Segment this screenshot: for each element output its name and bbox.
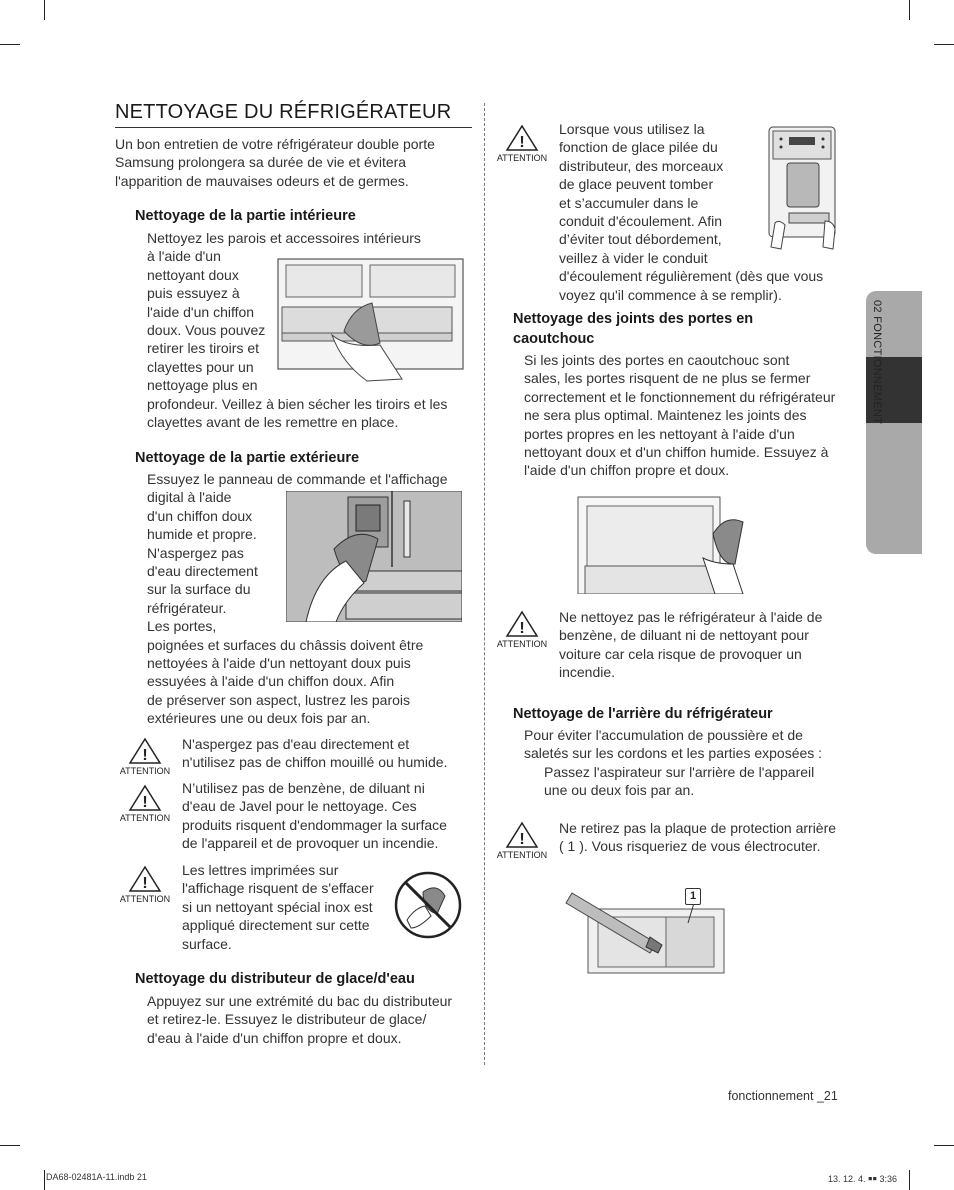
exterior-cleaning-illustration: [286, 491, 462, 622]
text-line: l'aide d'un chiffon: [147, 303, 255, 320]
text-line: voiture car cela risque de provoquer un: [559, 645, 802, 662]
text-line: incendie.: [559, 664, 616, 681]
text-line: veillez à vider le conduit: [559, 249, 708, 266]
text-line: d'écoulement régulièrement (dès que vous: [559, 268, 824, 285]
text-line: d'eau de Javel pour le nettoyage. Ces: [182, 798, 417, 815]
intro-text: [115, 135, 435, 190]
text-line: d’éviter tout débordement,: [559, 231, 722, 248]
text-line: sales, les portes risquent de ne plus se fermer: [524, 370, 811, 387]
crop-mark: [909, 1170, 910, 1190]
svg-text:!: !: [142, 747, 148, 764]
heading-interieur: Nettoyage de la partie intérieure: [135, 208, 356, 224]
text-line: essuyées à l'aide d'un chiffon doux. Afin: [147, 673, 395, 690]
dispenser-illustration: [765, 125, 840, 255]
text-line: correctement et le fonctionnement du réfrigérateur: [524, 388, 836, 405]
text-line: n'utilisez pas de chiffon mouillé ou humide.: [182, 754, 448, 771]
warning-label: ATTENTION: [119, 894, 171, 904]
text-line: Si les joints des portes en caoutchouc sont: [524, 352, 790, 368]
text-line: Les lettres imprimées sur: [182, 862, 339, 878]
text-line: ( 1 ). Vous risqueriez de vous électrocuter.: [559, 838, 821, 855]
svg-text:!: !: [519, 134, 525, 151]
text-line: N’utilisez pas de benzène, de diluant ni: [182, 780, 425, 796]
text-line: retirer les tiroirs et: [147, 340, 260, 357]
arriere-text: [524, 726, 822, 800]
text-line: profondeur. Veillez à bien sécher les tiroirs et les: [147, 395, 448, 412]
text-line: et s’accumuler dans le: [559, 194, 699, 211]
title-rule: [115, 127, 472, 128]
text-line: Essuyez le panneau de commande et l'affichage: [147, 471, 448, 487]
text-line: l'affichage risquent de s'effacer: [182, 880, 374, 897]
text-line: d'eau à l'aide d'un chiffon propre et doux.: [147, 1029, 402, 1046]
text-line: réfrigérateur.: [147, 599, 227, 616]
text-line: voyez qu'il commence à se remplir).: [559, 286, 782, 303]
crop-mark: [0, 44, 20, 45]
text-line: l'apparition de mauvaises odeurs et de germes.: [115, 172, 409, 189]
heading-line: caoutchouc: [513, 331, 595, 347]
text-line: nettoyant doux et d'un chiffon humide. Essuyez à: [524, 444, 829, 461]
text-line: nettoyées à l'aide d'un nettoyant doux puis: [147, 655, 411, 672]
text-line: ne sera plus optimal. Maintenez les joints des: [524, 407, 807, 424]
warning-text: [559, 608, 822, 682]
warning-text: [182, 861, 374, 953]
text-line: extérieures une ou deux fois par an.: [147, 710, 371, 727]
text-line: Appuyez sur une extrémité du bac du distributeur: [147, 993, 453, 1009]
crop-mark: [934, 44, 954, 45]
text-line: surface.: [182, 935, 232, 952]
text-line: digital à l'aide: [147, 489, 232, 506]
warning-icon: [119, 865, 171, 905]
door-seal-illustration: [575, 494, 747, 594]
text-line: Nettoyez les parois et accessoires intérieurs: [147, 230, 421, 246]
heading-line: Nettoyage des joints des portes en: [513, 311, 754, 327]
text-line: Ne nettoyez pas le réfrigérateur à l'aide de: [559, 609, 823, 625]
text-line: de l'appareil et de provoquer un incendie.: [182, 835, 439, 852]
text-line: poignées et surfaces du châssis doivent être: [147, 636, 424, 653]
svg-text:!: !: [519, 831, 525, 848]
page-title: NETTOYAGE DU RÉFRIGÉRATEUR: [115, 101, 452, 123]
text-line: clayettes pour un: [147, 358, 254, 375]
text-line: à l'aide d'un: [147, 248, 221, 265]
warning-icon: [119, 784, 171, 824]
page-footer: fonctionnement _21: [728, 1089, 838, 1103]
text-line: appliqué directement sur cette: [182, 917, 370, 934]
side-tab-label: 02 FONCTIONNEMENT: [871, 300, 883, 425]
print-info-left: DA68-02481A-11.indb 21: [46, 1172, 147, 1182]
text-line: N'aspergez pas d'eau directement et: [182, 736, 410, 752]
warning-label: ATTENTION: [119, 813, 171, 823]
text-line: clayettes avant de les remettre en place.: [147, 414, 399, 431]
crop-mark: [934, 1145, 954, 1146]
warning-label: ATTENTION: [119, 766, 171, 776]
column-divider: [484, 103, 485, 1065]
text-line: Un bon entretien de votre réfrigérateur double porte: [115, 136, 435, 152]
crop-mark: [44, 0, 45, 20]
text-line: doux. Vous pouvez: [147, 322, 266, 339]
text-line: conduit d'écoulement. Afin: [559, 213, 723, 230]
text-line: puis essuyez à: [147, 285, 240, 302]
text-line: l'aide d'un chiffon propre et doux.: [524, 462, 730, 479]
warning-label: ATTENTION: [496, 639, 548, 649]
text-line: produits risquent d'endommager la surface: [182, 816, 447, 833]
crop-mark: [0, 1145, 20, 1146]
callout-1: 1: [685, 888, 701, 905]
text-line: N'aspergez pas: [147, 544, 244, 561]
rear-vacuum-illustration: [564, 887, 754, 977]
warning-icon: [496, 821, 548, 861]
heading-exterieur: Nettoyage de la partie extérieure: [135, 450, 360, 466]
joints-text: [524, 351, 835, 480]
no-spray-icon: [393, 870, 463, 940]
heading-arriere: Nettoyage de l'arrière du réfrigérateur: [513, 706, 773, 722]
text-line: benzène, de diluant ni de nettoyant pour: [559, 627, 809, 644]
interior-cleaning-illustration: [272, 253, 469, 383]
text-line: d'eau directement: [147, 563, 258, 580]
text-line: Les portes,: [147, 618, 217, 635]
warning-text: [182, 779, 447, 853]
text-line: humide et propre.: [147, 526, 257, 543]
text-line: et retirez-le. Essuyez le distributeur de glace/: [147, 1011, 427, 1028]
warning-label: ATTENTION: [496, 153, 548, 163]
warning-icon: [496, 610, 548, 650]
heading-distributeur: Nettoyage du distributeur de glace/d'eau: [135, 971, 415, 987]
svg-text:!: !: [142, 794, 148, 811]
text-line: de préserver son aspect, lustrez les parois: [147, 691, 411, 708]
warning-icon: [496, 124, 548, 164]
svg-text:!: !: [519, 620, 525, 637]
text-line: saletés sur les cordons et les parties exposées :: [524, 745, 823, 762]
print-info-right: 13. 12. 4. ￭￭ 3:36: [828, 1174, 898, 1184]
text-line: Lorsque vous utilisez la: [559, 121, 705, 137]
distributeur-text: [147, 992, 452, 1047]
crop-mark: [44, 1170, 45, 1190]
warning-text: [559, 819, 836, 856]
text-line: Passez l'aspirateur sur l'arrière de l'appareil: [544, 763, 815, 780]
text-line: portes propres en les nettoyant à l'aide d'un: [524, 425, 795, 442]
heading-joints: [513, 309, 753, 349]
text-line: de glace peuvent tomber: [559, 176, 714, 193]
text-line: une ou deux fois par an.: [544, 782, 695, 799]
warning-icon: [119, 737, 171, 777]
text-line: si un nettoyant spécial inox est: [182, 898, 373, 915]
warning-text: [182, 735, 447, 772]
text-line: sur la surface du: [147, 581, 251, 598]
text-line: nettoyant doux: [147, 266, 239, 283]
text-line: Samsung prolongera sa durée de vie et évitera: [115, 154, 407, 171]
text-line: fonction de glace pilée du: [559, 139, 718, 156]
text-line: Ne retirez pas la plaque de protection arrière: [559, 820, 837, 836]
svg-text:!: !: [142, 875, 148, 892]
text-line: nettoyage plus en: [147, 377, 258, 394]
text-line: Pour éviter l'accumulation de poussière et de: [524, 727, 803, 743]
text-line: d'un chiffon doux: [147, 507, 253, 524]
crop-mark: [909, 0, 910, 20]
text-line: distributeur, des morceaux: [559, 157, 724, 174]
warning-label: ATTENTION: [496, 850, 548, 860]
